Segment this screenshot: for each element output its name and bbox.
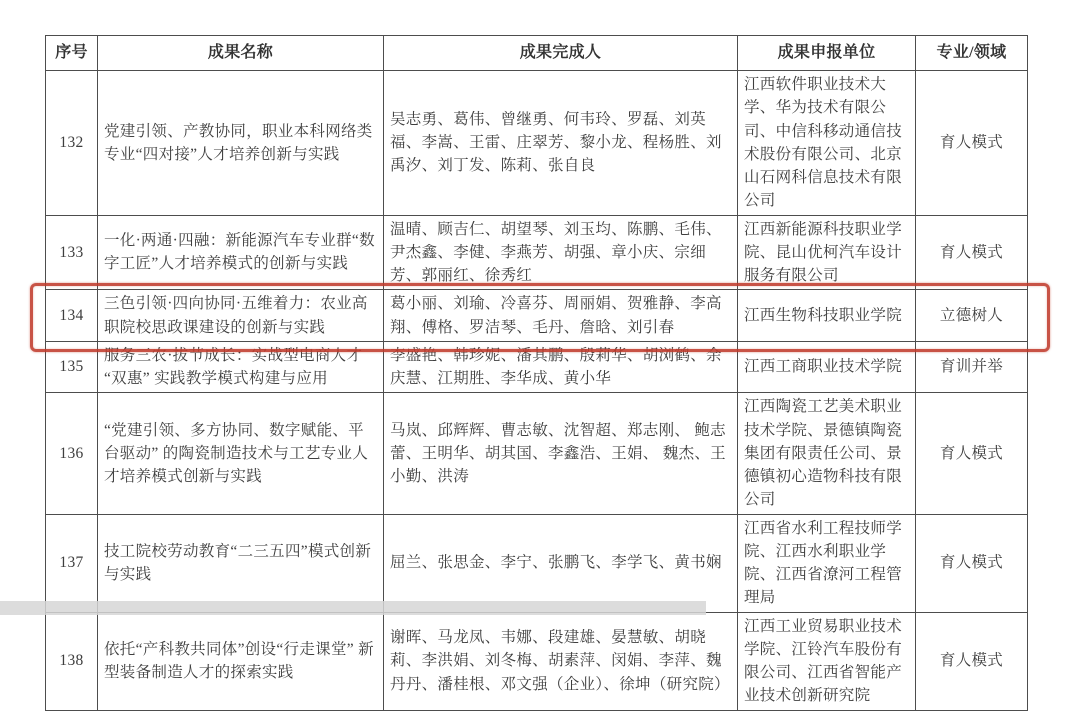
table-row bbox=[46, 393, 1028, 514]
cell-people: 吴志勇、葛伟、曾继勇、何韦玲、罗磊、刘英福、李嵩、王雷、庄翠芳、黎小龙、程杨胜、刘禹汐、刘丁发、陈莉、张自良 bbox=[384, 71, 738, 216]
cell-people: 温晴、顾吉仁、胡望琴、刘玉均、陈鹏、毛伟、尹杰鑫、李健、李燕芳、胡强、章小庆、宗细芳、郭丽红、徐秀红 bbox=[384, 215, 738, 290]
scan-edge-artifact bbox=[0, 601, 706, 615]
cell-achievement-name: 三色引领·四向协同·五维着力：农业高职院校思政课建设的创新与实践 bbox=[98, 290, 384, 342]
table-row bbox=[46, 71, 1028, 216]
cell-achievement-name: 技工院校劳动教育“二三五四”模式创新与实践 bbox=[98, 514, 384, 612]
cell-field: 育人模式 bbox=[916, 612, 1028, 710]
cell-field: 育人模式 bbox=[916, 215, 1028, 290]
cell-people: 马岚、邱辉辉、曹志敏、沈智超、郑志刚、 鲍志蕾、王明华、胡其国、李鑫浩、王娟、 魏杰、王小勤、洪涛 bbox=[384, 393, 738, 514]
table-row bbox=[46, 514, 1028, 612]
header-org: 成果申报单位 bbox=[738, 36, 916, 71]
cell-serial: 132 bbox=[46, 71, 98, 216]
cell-org: 江西生物科技职业学院 bbox=[738, 290, 916, 342]
cell-field: 立德树人 bbox=[916, 290, 1028, 342]
cell-serial: 136 bbox=[46, 393, 98, 514]
cell-field: 育人模式 bbox=[916, 514, 1028, 612]
header-name: 成果名称 bbox=[98, 36, 384, 71]
table-row-highlighted bbox=[46, 341, 1028, 393]
cell-field: 育人模式 bbox=[916, 71, 1028, 216]
cell-achievement-name: 服务三农·拔节成长：实战型电商人才“双惠” 实践教学模式构建与应用 bbox=[98, 341, 384, 393]
table-row bbox=[46, 215, 1028, 290]
cell-org: 江西软件职业技术大学、华为技术有限公司、中信科移动通信技术股份有限公司、北京山石网科信息技术有限公司 bbox=[738, 71, 916, 216]
cell-field: 育训并举 bbox=[916, 341, 1028, 393]
cell-serial: 138 bbox=[46, 612, 98, 710]
table-row bbox=[46, 612, 1028, 710]
cell-achievement-name: 党建引领、产教协同，职业本科网络类专业“四对接”人才培养创新与实践 bbox=[98, 71, 384, 216]
cell-org: 江西工业贸易职业技术学院、江铃汽车股份有限公司、江西省智能产业技术创新研究院 bbox=[738, 612, 916, 710]
table-header-row bbox=[46, 36, 1028, 71]
table-row bbox=[46, 290, 1028, 342]
cell-serial: 135 bbox=[46, 341, 98, 393]
header-field: 专业/领域 bbox=[916, 36, 1028, 71]
cell-field: 育人模式 bbox=[916, 393, 1028, 514]
cell-org: 江西省水利工程技师学院、江西水利职业学院、江西省潦河工程管理局 bbox=[738, 514, 916, 612]
cell-serial: 133 bbox=[46, 215, 98, 290]
cell-people: 屈兰、张思金、李宁、张鹏飞、李学飞、黄书娴 bbox=[384, 514, 738, 612]
header-serial: 序号 bbox=[46, 36, 98, 71]
cell-people: 谢晖、马龙凤、韦娜、段建雄、晏慧敏、胡晓莉、李洪娟、刘冬梅、胡素萍、闵娟、李萍、魏丹丹、潘桂根、邓文强（企业）、徐坤（研究院） bbox=[384, 612, 738, 710]
cell-serial: 137 bbox=[46, 514, 98, 612]
cell-serial: 134 bbox=[46, 290, 98, 342]
cell-org: 江西新能源科技职业学院、昆山优柯汽车设计服务有限公司 bbox=[738, 215, 916, 290]
cell-people: 李盛艳、韩珍妮、潘其鹏、殷莉华、胡浏鹤、余庆慧、江期胜、李华成、黄小华 bbox=[384, 341, 738, 393]
cell-org: 江西工商职业技术学院 bbox=[738, 341, 916, 393]
cell-achievement-name: 依托“产科教共同体”创设“行走课堂” 新型装备制造人才的探索实践 bbox=[98, 612, 384, 710]
cell-achievement-name: 一化·两通·四融：新能源汽车专业群“数字工匠”人才培养模式的创新与实践 bbox=[98, 215, 384, 290]
header-people: 成果完成人 bbox=[384, 36, 738, 71]
cell-achievement-name: “党建引领、多方协同、数字赋能、平台驱动” 的陶瓷制造技术与工艺专业人才培养模式创新与实践 bbox=[98, 393, 384, 514]
cell-org: 江西陶瓷工艺美术职业技术学院、景德镇陶瓷集团有限责任公司、景德镇初心造物科技有限公司 bbox=[738, 393, 916, 514]
cell-people: 葛小丽、刘瑜、冷喜芬、周丽娟、贺雅静、李高翔、傅格、罗洁琴、毛丹、詹晗、刘引春 bbox=[384, 290, 738, 342]
